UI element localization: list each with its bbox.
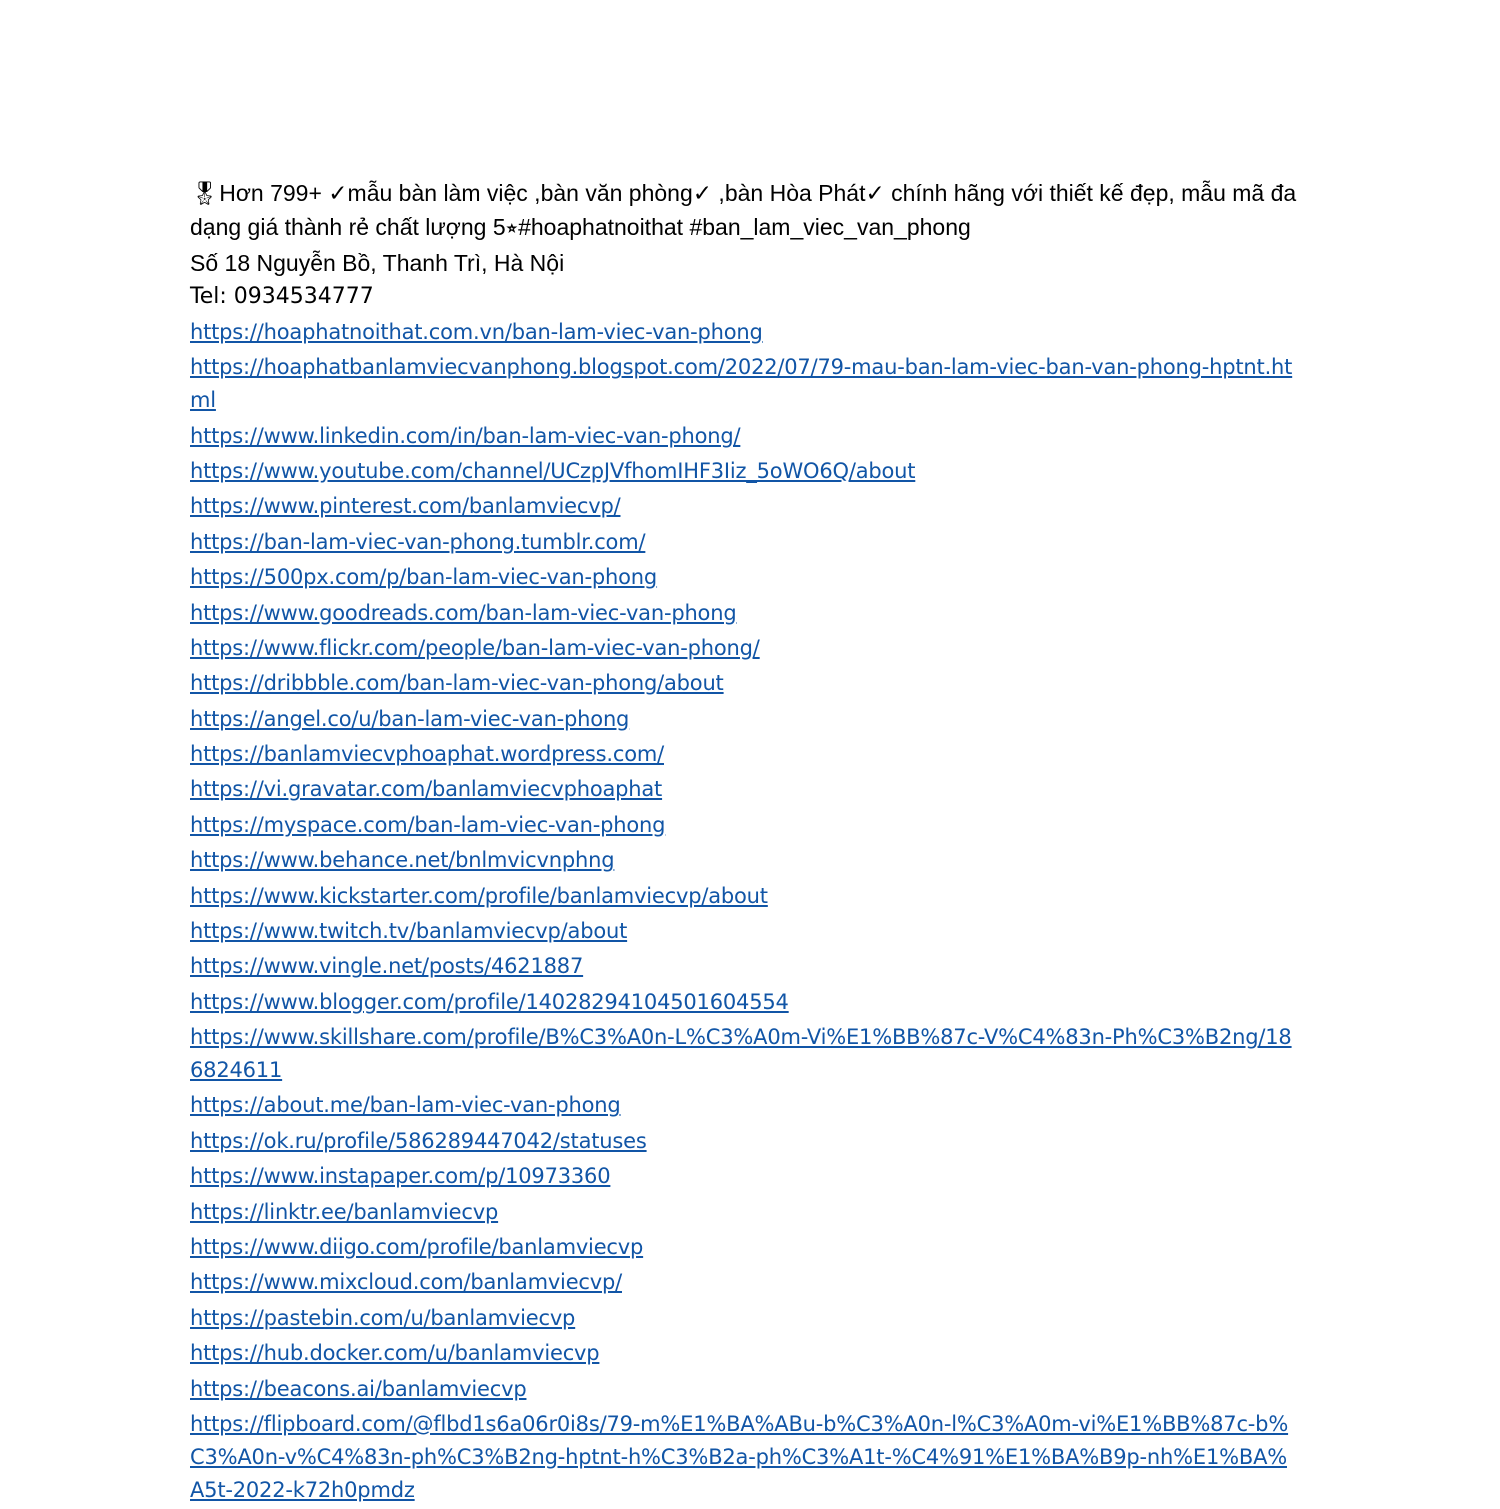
hyperlink[interactable]: https://beacons.ai/banlamviecvp: [190, 1376, 527, 1401]
list-item: [190, 1160, 1300, 1193]
list-item: [190, 880, 1300, 913]
hyperlink[interactable]: https://ban-lam-viec-van-phong.tumblr.com/: [190, 529, 646, 554]
list-item: [190, 986, 1300, 1019]
medal-icon: 🎖: [190, 181, 220, 207]
document-body: [190, 177, 1300, 1509]
list-item: [190, 1021, 1300, 1087]
list-item: [190, 351, 1300, 417]
list-item: [190, 1373, 1300, 1406]
hyperlink[interactable]: https://myspace.com/ban-lam-viec-van-phong: [190, 812, 666, 837]
list-item: [190, 950, 1300, 983]
intro-text: Hơn 799+ ✓mẫu bàn làm việc ,bàn văn phòng✓ ,bàn Hòa Phát✓ chính hãng với thiết kế đẹp, mẫu mã đa dạng giá thành rẻ chất lượng 5⭒#hoaphatnoithat #ban_lam_viec_van_phong: [190, 180, 1297, 240]
hyperlink[interactable]: https://www.youtube.com/channel/UCzpJVfhomIHF3Iiz_5oWO6Q/about: [190, 458, 916, 483]
hyperlink[interactable]: https://ok.ru/profile/586289447042/statuses: [190, 1128, 647, 1153]
list-item: [190, 1408, 1300, 1506]
hyperlink[interactable]: https://linktr.ee/banlamviecvp: [190, 1199, 499, 1224]
list-item: [190, 915, 1300, 948]
address-line: Số 18 Nguyễn Bồ, Thanh Trì, Hà Nội: [190, 250, 565, 276]
list-item: [190, 738, 1300, 771]
list-item: [190, 420, 1300, 453]
hyperlink[interactable]: https://www.vingle.net/posts/4621887: [190, 954, 584, 979]
list-item: [190, 597, 1300, 630]
list-item: [190, 526, 1300, 559]
list-item: [190, 632, 1300, 665]
hyperlink[interactable]: https://www.behance.net/bnlmvicvnphng: [190, 848, 615, 873]
hyperlink[interactable]: https://www.twitch.tv/banlamviecvp/about: [190, 919, 628, 944]
list-item: [190, 455, 1300, 488]
hyperlink[interactable]: https://pastebin.com/u/banlamviecvp: [190, 1305, 576, 1330]
list-item: [190, 1266, 1300, 1299]
hyperlink[interactable]: https://www.pinterest.com/banlamviecvp/: [190, 494, 621, 519]
hyperlink[interactable]: https://www.skillshare.com/profile/B%C3%A0n-L%C3%A0m-Vi%E1%BB%87c-V%C4%83n-Ph%C3%B2ng/186824611: [190, 1025, 1292, 1083]
list-item: [190, 1302, 1300, 1335]
list-item: [190, 703, 1300, 736]
hyperlink[interactable]: https://www.diigo.com/profile/banlamviecvp: [190, 1234, 644, 1259]
hyperlink[interactable]: https://www.linkedin.com/in/ban-lam-viec-van-phong/: [190, 423, 741, 448]
list-item: [190, 561, 1300, 594]
hyperlink[interactable]: https://www.mixcloud.com/banlamviecvp/: [190, 1270, 622, 1295]
list-item: [190, 1089, 1300, 1122]
list-item: [190, 1196, 1300, 1229]
hyperlink[interactable]: https://about.me/ban-lam-viec-van-phong: [190, 1093, 621, 1118]
list-item: [190, 316, 1300, 349]
list-item: [190, 1337, 1300, 1370]
hyperlink[interactable]: https://hoaphatnoithat.com.vn/ban-lam-viec-van-phong: [190, 320, 763, 344]
hyperlink[interactable]: https://flipboard.com/@flbd1s6a06r0i8s/79-m%E1%BA%ABu-b%C3%A0n-l%C3%A0m-vi%E1%BB%87c-b%C3%A0n-v%C4%83n-ph%C3%B2ng-hptnt-h%C3%B2a-ph%C3%A1t-%C4%91%E1%BA%B9p-nh%E1%BA%A5t-2022-k72h0pmdz: [190, 1411, 1289, 1502]
list-item: [190, 667, 1300, 700]
hyperlink[interactable]: https://vi.gravatar.com/banlamviecvphoaphat: [190, 777, 663, 802]
hyperlink[interactable]: https://angel.co/u/ban-lam-viec-van-phong: [190, 706, 630, 731]
list-item: [190, 809, 1300, 842]
intro-paragraph: [190, 177, 1300, 244]
phone-line: Tel: 0934534777: [190, 284, 374, 309]
hyperlink[interactable]: https://500px.com/p/ban-lam-viec-van-phong: [190, 565, 658, 590]
hyperlink[interactable]: https://www.instapaper.com/p/10973360: [190, 1164, 611, 1189]
list-item: [190, 844, 1300, 877]
list-item: [190, 1125, 1300, 1158]
hyperlink[interactable]: https://www.blogger.com/profile/14028294104501604554: [190, 989, 789, 1014]
link-list: [190, 316, 1300, 1506]
hyperlink[interactable]: https://banlamviecvphoaphat.wordpress.com/: [190, 742, 664, 767]
hyperlink[interactable]: https://www.goodreads.com/ban-lam-viec-van-phong: [190, 600, 737, 625]
hyperlink[interactable]: https://www.flickr.com/people/ban-lam-viec-van-phong/: [190, 635, 760, 660]
list-item: [190, 1231, 1300, 1264]
hyperlink[interactable]: https://www.kickstarter.com/profile/banlamviecvp/about: [190, 883, 768, 908]
list-item: [190, 773, 1300, 806]
hyperlink[interactable]: https://hoaphatbanlamviecvanphong.blogspot.com/2022/07/79-mau-ban-lam-viec-ban-van-phong-hptnt.html: [190, 355, 1293, 413]
hyperlink[interactable]: https://hub.docker.com/u/banlamviecvp: [190, 1341, 600, 1366]
hyperlink[interactable]: https://dribbble.com/ban-lam-viec-van-phong/about: [190, 671, 724, 696]
list-item: [190, 490, 1300, 523]
